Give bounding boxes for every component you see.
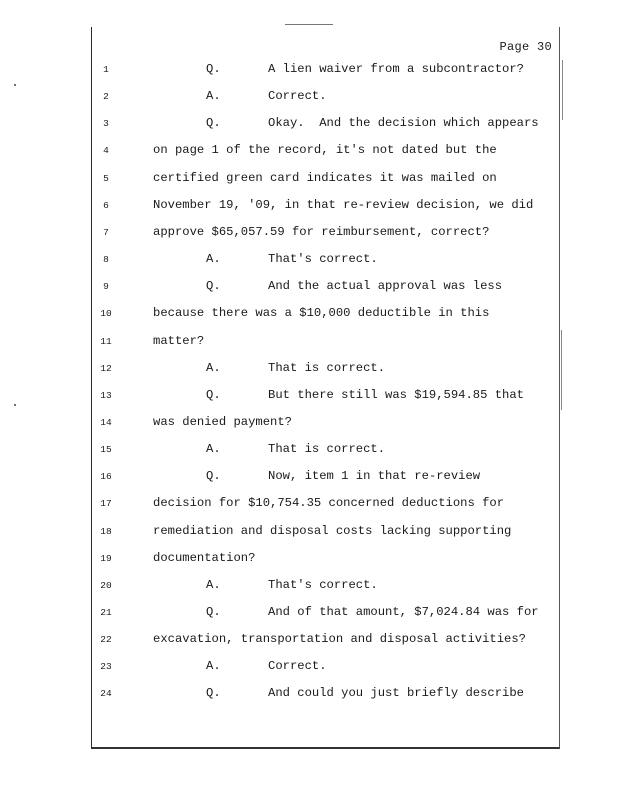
- line-text: excavation, transportation and disposal activities?: [153, 632, 526, 647]
- line-number: 13: [100, 389, 112, 401]
- line-number: 23: [100, 661, 112, 673]
- transcript-line: [0, 198, 618, 218]
- line-text: A lien waiver from a subcontractor?: [268, 62, 524, 76]
- line-text: Correct.: [268, 659, 327, 674]
- transcript-line: [0, 361, 618, 381]
- line-number: 6: [103, 199, 109, 211]
- page-number-header: Page 30: [499, 40, 552, 54]
- line-number: 19: [100, 552, 112, 564]
- line-text: Okay. And the decision which appears: [268, 116, 539, 131]
- speaker-label: A.: [206, 89, 221, 104]
- line-number: 20: [100, 579, 112, 591]
- line-text: And of that amount, $7,024.84 was for: [268, 605, 539, 619]
- transcript-line: [0, 469, 618, 489]
- transcript-line: [0, 686, 618, 706]
- line-number: 21: [100, 607, 112, 618]
- line-text: That's correct.: [268, 252, 378, 267]
- transcript-line: [0, 171, 618, 191]
- speaker-label: Q.: [206, 686, 221, 701]
- transcript-line: [0, 143, 618, 163]
- line-number: 16: [100, 471, 112, 483]
- line-text: because there was a $10,000 deductible in this: [153, 306, 490, 321]
- transcript-line: [0, 578, 618, 598]
- speaker-label: Q.: [206, 279, 221, 294]
- transcript-line: [0, 632, 618, 652]
- transcript-line: [0, 659, 618, 679]
- line-number: 22: [100, 634, 112, 646]
- line-number: 17: [100, 498, 112, 510]
- line-number: 4: [103, 145, 109, 157]
- speaker-label: Q.: [206, 605, 221, 619]
- transcript-line: [0, 605, 618, 625]
- transcript-line: [0, 225, 618, 245]
- speaker-label: A.: [206, 442, 221, 457]
- line-text: That is correct.: [268, 360, 386, 375]
- line-text: Now, item 1 in that re-review: [268, 469, 481, 484]
- transcript-line: [0, 252, 618, 272]
- line-number: 24: [100, 688, 112, 700]
- line-text: And the actual approval was less: [268, 279, 503, 294]
- transcript-line: [0, 116, 618, 136]
- transcript-line: [0, 388, 618, 408]
- line-number: 11: [100, 335, 112, 347]
- line-number: 18: [100, 525, 112, 537]
- line-text: That is correct.: [268, 442, 386, 457]
- line-number: 8: [103, 254, 109, 266]
- line-number: 12: [100, 362, 112, 374]
- line-text: That's correct.: [268, 577, 378, 592]
- line-number: 10: [100, 308, 112, 320]
- line-number: 5: [103, 172, 109, 184]
- line-number: 7: [103, 226, 109, 238]
- transcript-line: [0, 62, 618, 82]
- speaker-label: Q.: [206, 469, 221, 484]
- speaker-label: A.: [206, 252, 221, 267]
- transcript-line: [0, 89, 618, 109]
- speaker-label: Q.: [206, 116, 221, 131]
- line-number: 1: [103, 64, 109, 75]
- speaker-label: Q.: [206, 387, 221, 402]
- transcript-line: [0, 496, 618, 516]
- transcript-line: [0, 306, 618, 326]
- line-number: 15: [100, 444, 112, 456]
- line-text: certified green card indicates it was mailed on: [153, 170, 497, 185]
- transcript-line: [0, 551, 618, 571]
- transcript-line: [0, 442, 618, 462]
- line-number: 2: [103, 91, 109, 103]
- line-number: 3: [103, 118, 109, 130]
- line-text: matter?: [153, 333, 205, 348]
- top-rule: [285, 24, 333, 25]
- line-text: November 19, '09, in that re-review decision, we did: [153, 197, 534, 212]
- line-text: And could you just briefly describe: [268, 686, 524, 701]
- speaker-label: A.: [206, 659, 221, 674]
- line-text: approve $65,057.59 for reimbursement, correct?: [153, 224, 490, 239]
- line-text: on page 1 of the record, it's not dated but the: [153, 143, 497, 158]
- line-text: remediation and disposal costs lacking supporting: [153, 523, 512, 538]
- line-number: 14: [100, 416, 112, 428]
- transcript-line: [0, 334, 618, 354]
- speaker-label: A.: [206, 360, 221, 375]
- speaker-label: Q.: [206, 62, 221, 76]
- scan-speck: [14, 84, 16, 86]
- speaker-label: A.: [206, 577, 221, 592]
- line-text: But there still was $19,594.85 that: [268, 387, 524, 402]
- line-text: Correct.: [268, 89, 327, 104]
- line-text: was denied payment?: [153, 414, 292, 429]
- transcript-line: [0, 279, 618, 299]
- line-number: 9: [103, 281, 109, 293]
- line-text: decision for $10,754.35 concerned deductions for: [153, 496, 505, 511]
- line-text: documentation?: [153, 550, 256, 565]
- transcript-line: [0, 415, 618, 435]
- transcript-line: [0, 524, 618, 544]
